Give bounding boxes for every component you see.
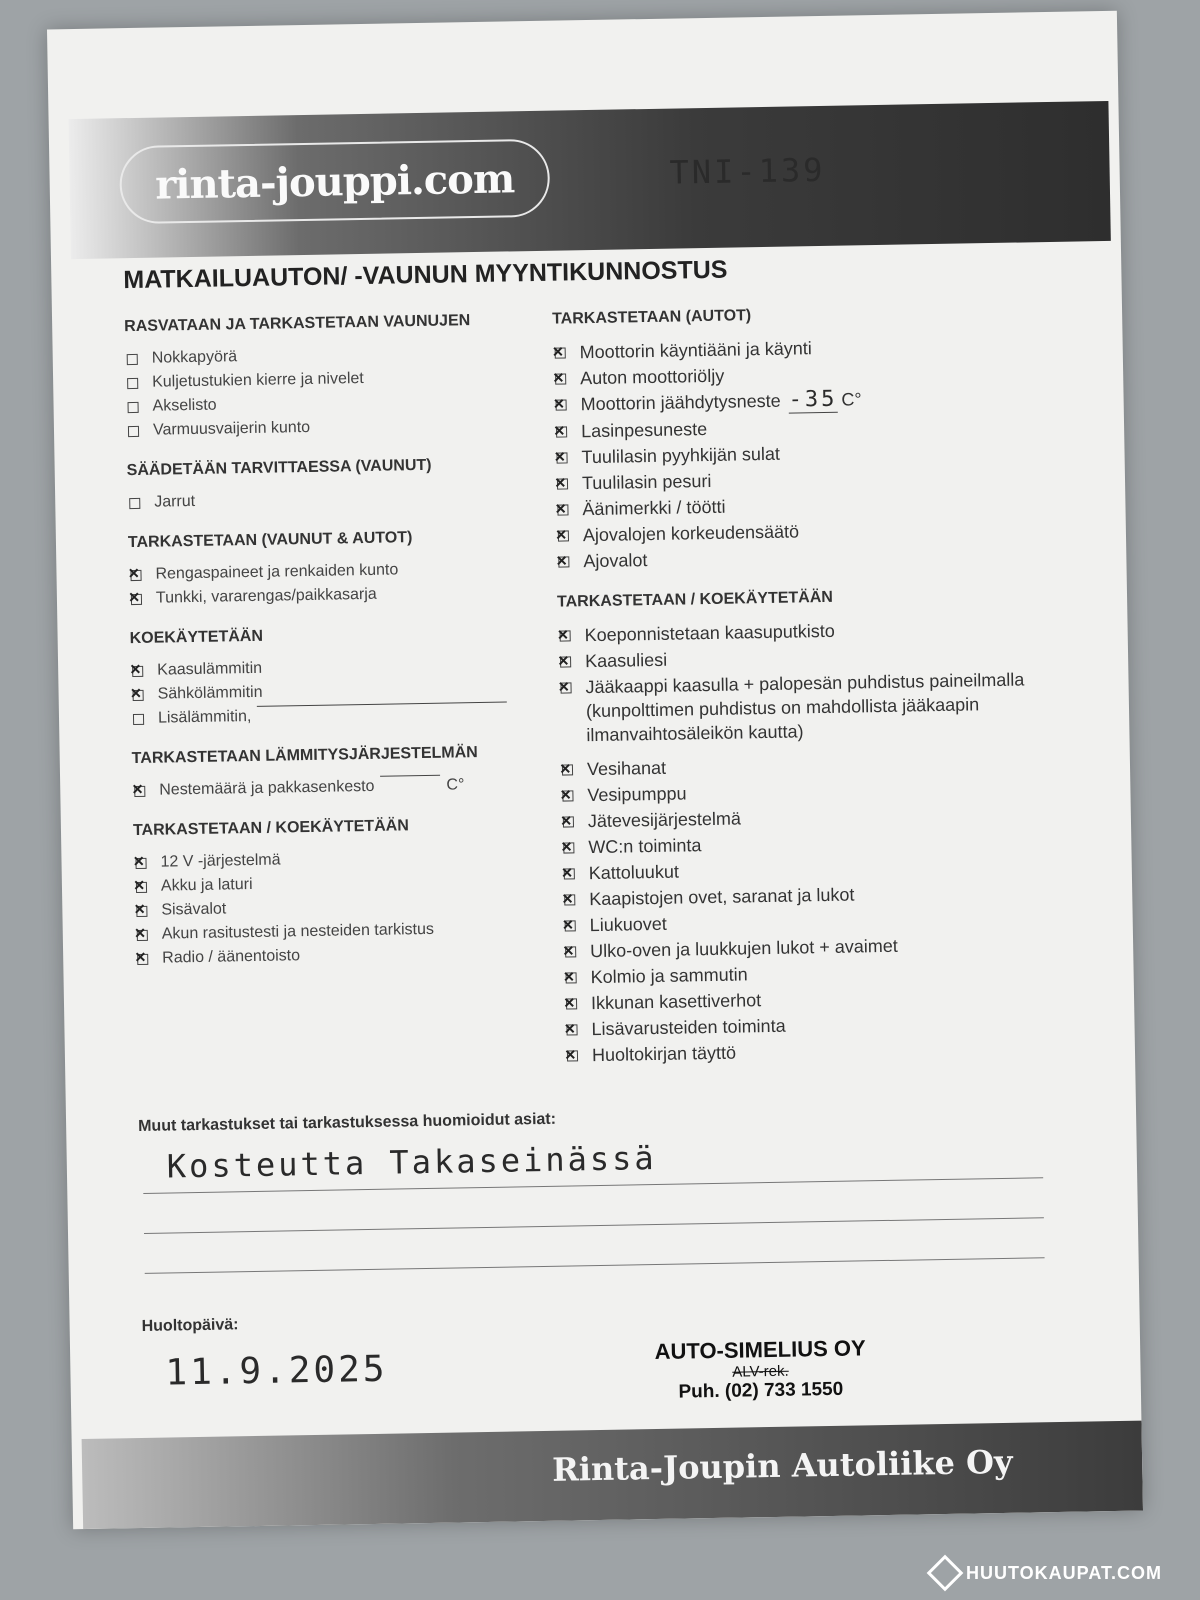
note-line[interactable] <box>145 1257 1045 1274</box>
logo-text: rinta-jouppi.com <box>154 154 515 209</box>
checklist-item: × Koeponnistetaan kaasuputkisto <box>557 615 1027 647</box>
section-heading: TARKASTETAAN / KOEKÄYTETÄÄN <box>556 588 834 611</box>
checklist-item: × Akku ja laturi <box>134 869 544 898</box>
checklist-item: Varmuusvaijerin kunto <box>126 413 536 442</box>
stamp-company-name: AUTO-SIMELIUS OY <box>654 1335 866 1365</box>
checklist-item: × Sisävalot <box>134 893 544 922</box>
coolant-value: -35 <box>788 386 838 413</box>
checklist-item: × Rengaspaineet ja renkaiden kunto <box>128 557 538 586</box>
checklist-item: × Moottorin jäähdytysneste -35 C° <box>553 384 1023 417</box>
checkbox-checked[interactable] <box>557 478 568 489</box>
checklist-item: × Ulko-oven ja luukkujen lukot + avaimet <box>563 931 1033 963</box>
checkbox-checked[interactable] <box>132 666 143 677</box>
section-heading: TARKASTETAAN LÄMMITYSJÄRJESTELMÄN <box>131 744 478 768</box>
checkbox-checked[interactable] <box>136 882 147 893</box>
left-column <box>124 311 545 972</box>
section-heading: SÄÄDETÄÄN TARVITTAESSA (VAUNUT) <box>126 456 432 480</box>
checklist-item: × Lasinpesuneste <box>554 411 1024 443</box>
checklist-item: × Akun rasitustesti ja nesteiden tarkistus <box>135 917 545 946</box>
checkbox-checked[interactable] <box>135 858 146 869</box>
footer-company: Rinta-Joupin Autoliike Oy <box>551 1442 1013 1489</box>
checkbox-checked[interactable] <box>556 426 567 437</box>
checkbox-checked[interactable] <box>562 764 573 775</box>
stamp-phone: Puh. (02) 733 1550 <box>678 1378 844 1403</box>
checklist-item: × Lisävarusteiden toiminta <box>564 1009 1034 1041</box>
footer-band <box>82 1421 1143 1529</box>
checkbox-checked[interactable] <box>563 842 574 853</box>
service-date-handwritten: 11.9.2025 <box>165 1348 388 1394</box>
checklist-item: Kuljetustukien kierre ja nivelet <box>125 365 535 394</box>
checklist-item: Jarrut <box>127 485 537 514</box>
checkbox-checked[interactable] <box>564 894 575 905</box>
checkbox-checked[interactable] <box>560 682 571 693</box>
checklist-item: Nokkapyörä <box>125 341 535 370</box>
checkbox[interactable] <box>128 426 139 437</box>
checkbox-checked[interactable] <box>560 630 571 641</box>
checklist-item: × Tunkki, vararengas/paikkasarja <box>129 581 539 610</box>
checklist-item: × Nestemäärä ja pakkasenkesto C° <box>132 773 542 802</box>
header-band <box>69 101 1111 259</box>
section-heading: TARKASTETAAN (AUTOT) <box>551 307 752 328</box>
watermark-text: HUUTOKAUPAT.COM <box>966 1562 1162 1583</box>
checkbox-checked[interactable] <box>566 972 577 983</box>
checkbox-checked[interactable] <box>556 452 567 463</box>
checklist-item: × WC:n toiminta <box>561 827 1031 859</box>
checklist-item: × Moottorin käyntiääni ja käynti <box>553 332 1023 364</box>
checklist-item: × Kattoluukut <box>562 853 1032 885</box>
logo <box>119 139 550 224</box>
watermark <box>932 1560 1162 1586</box>
inspection-form <box>47 11 1143 1529</box>
checklist-item: × Ajovalojen korkeudensäätö <box>556 515 1026 547</box>
checkbox-checked[interactable] <box>566 998 577 1009</box>
checkbox-checked[interactable] <box>557 504 568 515</box>
checkbox-checked[interactable] <box>558 556 569 567</box>
checkbox[interactable] <box>129 498 140 509</box>
checkbox-checked[interactable] <box>136 906 147 917</box>
checkbox-checked[interactable] <box>134 786 145 797</box>
checklist-item: × Vesipumppu <box>560 775 1030 807</box>
plate-number: TNI-139 <box>669 150 826 192</box>
checkbox[interactable] <box>127 378 138 389</box>
checkbox-checked[interactable] <box>558 530 569 541</box>
checklist-item: × 12 V -järjestelmä <box>133 845 543 874</box>
checklist-item: × Ikkunan kasettiverhot <box>564 983 1034 1015</box>
checkbox[interactable] <box>128 402 139 413</box>
checkbox-checked[interactable] <box>131 594 142 605</box>
checkbox[interactable] <box>133 714 144 725</box>
right-column <box>552 302 1035 1069</box>
checkbox-checked[interactable] <box>130 570 141 581</box>
checkbox-checked[interactable] <box>563 816 574 827</box>
form-title: MATKAILUAUTON/ -VAUNUN MYYNTIKUNNOSTUS <box>123 255 728 295</box>
checkbox-checked[interactable] <box>566 1024 577 1035</box>
checkbox-checked[interactable] <box>567 1050 578 1061</box>
service-date-label: Huoltopäivä: <box>141 1316 239 1335</box>
section-heading: KOEKÄYTETÄÄN <box>129 627 264 648</box>
checkbox[interactable] <box>127 354 138 365</box>
checklist-item: × Kaapistojen ovet, saranat ja lukot <box>562 879 1032 911</box>
checklist-item: × Liukuovet <box>563 905 1033 937</box>
checklist-item: × Kaasuliesi <box>558 641 1028 673</box>
checklist-item: × Kolmio ja sammutin <box>563 957 1033 989</box>
checklist-item: × Radio / äänentoisto <box>135 941 545 970</box>
checklist-item: × Äänimerkki / töötti <box>555 489 1025 521</box>
checklist-item: × Vesihanat <box>560 749 1030 781</box>
checklist-item: × Jääkaappi kaasulla + palopesän puhdistus paineilmalla (kunpolttimen puhdistus on mahdollista jääkaapin ilmanvaihtosäleikön kautta) <box>558 667 1029 747</box>
checklist-item: Akselisto <box>125 389 535 418</box>
note-line[interactable] <box>144 1217 1044 1234</box>
checkbox-checked[interactable] <box>555 373 566 384</box>
notes-handwritten: Kosteutta Takaseinässä <box>166 1138 657 1186</box>
checkbox-checked[interactable] <box>137 954 148 965</box>
checklist-item: × Tuulilasin pesuri <box>555 463 1025 495</box>
notes-label: Muut tarkastukset tai tarkastuksessa huomioidut asiat: <box>138 1110 557 1136</box>
checkbox-checked[interactable] <box>555 347 566 358</box>
checkbox-checked[interactable] <box>565 946 576 957</box>
stamp-alv: ALV-rek. <box>732 1362 789 1381</box>
box-logo-icon <box>927 1555 964 1592</box>
checklist-item: × Tuulilasin pyyhkijän sulat <box>554 437 1024 469</box>
checklist-item: Lisälämmitin, <box>131 701 541 730</box>
checkbox-checked[interactable] <box>562 790 573 801</box>
checklist-item: × Auton moottoriöljy <box>553 358 1023 390</box>
checklist-item: × Kaasulämmitin <box>130 653 540 682</box>
section-heading: RASVATAAN JA TARKASTETAAN VAUNUJEN <box>124 312 471 336</box>
company-stamp <box>630 1335 891 1405</box>
checkbox-checked[interactable] <box>564 868 575 879</box>
section-heading: TARKASTETAAN / KOEKÄYTETÄÄN <box>132 817 409 840</box>
checklist-item: × Jätevesijärjestelmä <box>561 801 1031 833</box>
checklist-item: × Sähkölämmitin <box>130 677 540 706</box>
checklist-item: × Huoltokirjan täyttö <box>565 1035 1035 1067</box>
section-heading: TARKASTETAAN (VAUNUT & AUTOT) <box>127 529 413 552</box>
checkbox-checked[interactable] <box>137 930 148 941</box>
checklist-item: × Ajovalot <box>556 541 1026 573</box>
checkbox-checked[interactable] <box>556 399 567 410</box>
checkbox-checked[interactable] <box>565 920 576 931</box>
checkbox-checked[interactable] <box>560 656 571 667</box>
temperature-line[interactable] <box>380 775 440 777</box>
checkbox-checked[interactable] <box>133 690 144 701</box>
